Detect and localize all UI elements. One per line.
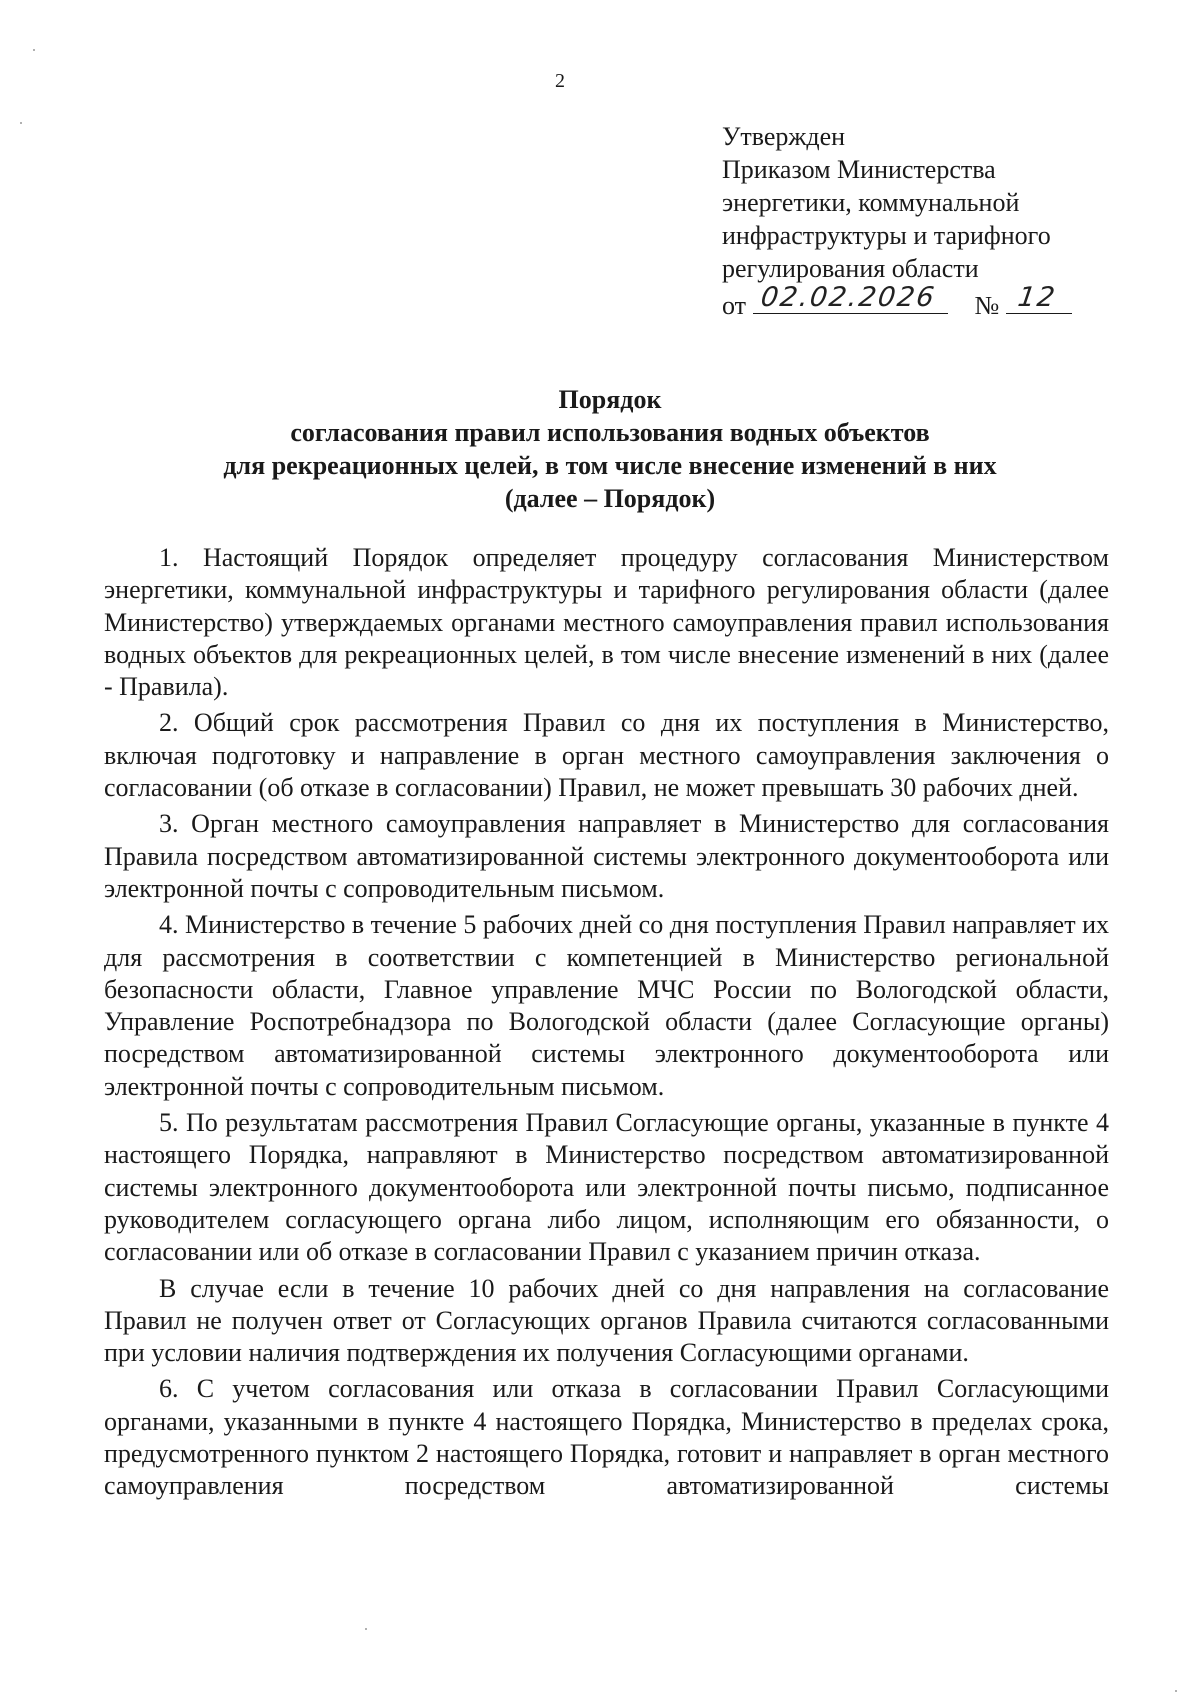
title-line: для рекреационных целей, в том числе внесение изменений в них <box>223 451 997 480</box>
page-number: 2 <box>555 70 565 92</box>
title-line: согласования правил использования водных объектов <box>290 418 930 447</box>
document-title <box>0 383 1200 515</box>
title-line: (далее – Порядок) <box>504 484 716 513</box>
document-body <box>104 542 1109 1503</box>
number-prefix: № <box>974 291 1000 320</box>
approval-line: Приказом Министерства <box>722 155 996 184</box>
approval-line: Утвержден <box>722 122 846 151</box>
scan-speck <box>20 122 22 124</box>
approval-line: инфраструктуры и тарифного <box>722 221 1051 250</box>
handwritten-date: 02.02.2026 <box>758 282 938 313</box>
paragraph-1: 1. Настоящий Порядок определяет процедуру согласования Министерством энергетики, коммунальной инфраструктуры и тарифного регулирования области (далее Министерство) утверждаемых органами местного самоуправления правил использования водных объектов для рекреационных целей, в том числе внесение изменений в них (далее - Правила). <box>104 543 1109 702</box>
paragraph-4: 4. Министерство в течение 5 рабочих дней со дня поступления Правил направляет их для рассмотрения в соответствии с компетенцией в Министерство региональной безопасности области, Главное управление МЧС России по Вологодской области, Управление Роспотребнадзора по Вологодской области (далее Согласующие органы) посредством автоматизированной системы электронного документооборота или электронной почты с сопроводительным письмом. <box>104 910 1109 1101</box>
scan-speck <box>1175 1690 1177 1692</box>
approval-date-line <box>722 282 1122 322</box>
paragraph-6: 6. С учетом согласования или отказа в согласовании Правил Согласующими органами, указанными в пункте 4 настоящего Порядка, Министерство в пределах срока, предусмотренного пунктом 2 настоящего Порядка, готовит и направляет в орган местного самоуправления посредством автоматизированной системы <box>104 1374 1109 1501</box>
date-prefix: от <box>722 291 747 320</box>
number-field <box>1006 282 1072 314</box>
approval-block <box>722 120 1122 322</box>
approval-line: энергетики, коммунальной <box>722 188 1020 217</box>
paragraph-5: 5. По результатам рассмотрения Правил Согласующие органы, указанные в пункте 4 настоящего Порядка, направляют в Министерство посредством автоматизированной системы электронного документооборота или электронной почты письмо, подписанное руководителем согласующего органа либо лицом, исполняющим его обязанности, о согласовании или об отказе в согласовании Правил с указанием причин отказа. <box>104 1108 1109 1267</box>
paragraph-3: 3. Орган местного самоуправления направляет в Министерство для согласования Правила посредством автоматизированной системы электронного документооборота или электронной почты с сопроводительным письмом. <box>104 809 1109 903</box>
scan-speck <box>365 1628 367 1630</box>
paragraph-2: 2. Общий срок рассмотрения Правил со дня их поступления в Министерство, включая подготовку и направление в орган местного самоуправления заключения о согласовании (об отказе в согласовании) Правил, не может превышать 30 рабочих дней. <box>104 708 1109 803</box>
scan-speck <box>33 49 35 51</box>
approval-line: регулирования области <box>722 254 979 283</box>
handwritten-number: 12 <box>1015 282 1059 313</box>
date-field <box>753 282 948 314</box>
paragraph-5-note: В случае если в течение 10 рабочих дней со дня направления на согласование Правил не получен ответ от Согласующих органов Правила считаются согласованными при условии наличия подтверждения их получения Согласующими органами. <box>104 1273 1109 1368</box>
title-heading: Порядок <box>558 385 662 414</box>
